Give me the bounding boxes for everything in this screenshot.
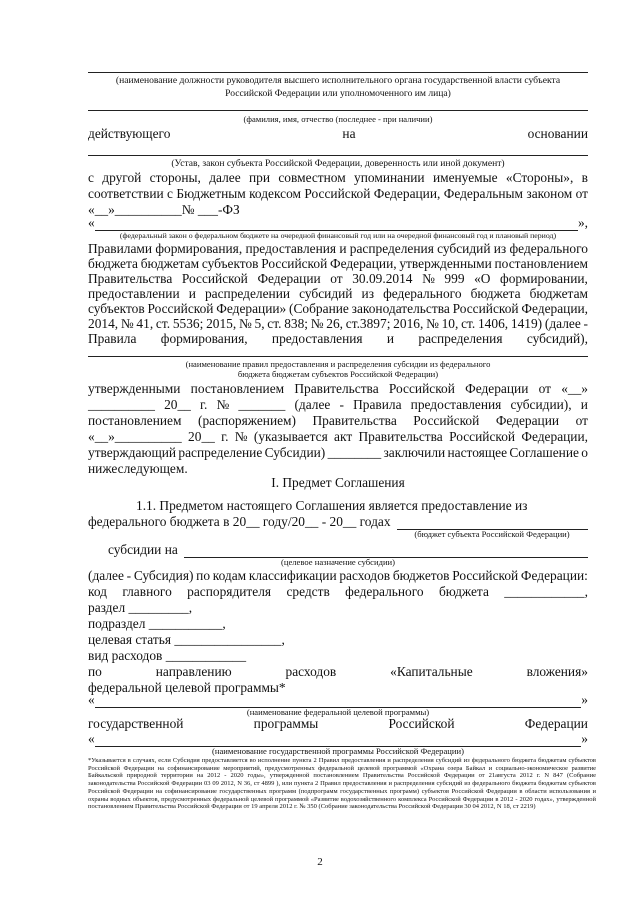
- text-line: раздел _________,: [88, 600, 193, 615]
- fedlaw-blank: [95, 218, 578, 231]
- text-line: 1.1. Предметом настоящего Соглашения является предоставление из: [136, 498, 528, 513]
- rules-line: [88, 346, 588, 357]
- text-line: с другой стороны, далее при совместном упоминании именуемые «Стороны», в: [88, 170, 588, 185]
- text-line: федеральной целевой программы*: [88, 680, 286, 695]
- text-line: Правила формирования, предоставления и распределения субсидий),: [88, 331, 588, 346]
- fio-line: [88, 98, 588, 111]
- text-line: 2014, № 41, ст. 5536; 2015, № 5, ст. 838; № 26, ст.3897; 2016, № 10, ст. 1406, 1419) (далее -: [88, 316, 588, 331]
- text-line: «__»__________ 20__ г. № (указывается акт Правительства Российской Федерации,: [88, 429, 588, 444]
- text-line: нижеследующем.: [88, 461, 188, 476]
- fedlaw-quote-line: [88, 215, 588, 231]
- p11-text: федерального бюджета в 20__ году/20__ - 20__ годах: [88, 514, 391, 529]
- text-line: соответствии с Бюджетным кодексом Российской Федерации, Федеральным законом от: [88, 186, 588, 201]
- fcp-quote-line: [88, 692, 588, 708]
- text-line: субъектов Российской Федерации» (Собрание законодательства Российской Федерации,: [88, 301, 588, 316]
- acting-word-1: действующего: [88, 126, 171, 141]
- caption-official-2: Российской Федерации или уполномоченного им лица): [225, 88, 451, 99]
- text-line: бюджета бюджетам субъектов Российской Федерации, утвержденными постановлением: [88, 256, 588, 271]
- caption-fio: (фамилия, имя, отчество (последнее - при наличии): [243, 114, 433, 124]
- text-line: предоставлении и распределении субсидий из федерального бюджета бюджетам: [88, 286, 588, 301]
- quote-close: »,: [577, 215, 588, 230]
- quote-close: »: [581, 692, 588, 707]
- text-line: утверждающий распределение Субсидии) ________ заключили настоящее Соглашение о: [88, 445, 588, 460]
- caption-fcp: (наименование федеральной целевой программы): [246, 707, 430, 717]
- text-line: __________ 20__ г. № _______ (далее - Правила предоставления субсидии), и: [88, 397, 588, 412]
- acting-word-3: основании: [527, 126, 588, 141]
- caption-basis: (Устав, закон субъекта Российской Федерации, доверенность или иной документ): [171, 158, 505, 169]
- official-name-line: [88, 62, 588, 73]
- quote-open: «: [88, 692, 95, 707]
- caption-purpose: (целевое назначение субсидии): [280, 557, 396, 567]
- caption-fedlaw: (федеральный закон о федеральном бюджете на очередной финансовый год или на очередной финансовый год и плановый период): [119, 231, 557, 240]
- acting-line: [88, 126, 588, 142]
- text-line: по направлению расходов «Капитальные вложения»: [88, 664, 588, 679]
- state-program-line: [88, 716, 588, 732]
- quote-close: »: [581, 731, 588, 746]
- footnote: *Указывается в случаях, если Субсидия предоставляется во исполнение пункта 2 Правил предоставления и распределения субсидий из федерального бюджета бюджетам субъектов Российской Федерации на софинансирование мероприятий, предусмотренных федеральной целевой программой «Охрана озера Байкал и социально-экономическое развитие Байкальской природной территории на 2012 - 2020 годы», утвержденной постановлением Правительства Российской Федерации от 21августа 2012 г. N 847 (Собрание законодательства Российской Федерации 03 09 2012, N 36, ст 4899 ), или пункта 2 Правил предоставления и распределения субсидий из федерального бюджета бюджетам субъектов Российской Федерации на софинансирование государственных программ (подпрограмм государственных программ) субъектов Российской Федерации в области использования и охраны водных объектов, предусмотренных федеральной целевой программой «Развитие водохозяйственного комплекса Российской Федерации в 2012 - 2020 годах», утвержденной постановлением Правительства Российской Федерации от 19 апреля 2012 г. № 350 (Собрание законодательства Российской Федерации 30 04 2012, N 18, ст 2219): [88, 757, 596, 811]
- text-line: утвержденными постановлением Правительства Российской Федерации от «__»: [88, 381, 588, 396]
- gp-word-4: Федерации: [524, 716, 588, 731]
- caption-budget: (бюджет субъекта Российской Федерации): [414, 529, 570, 539]
- text-line: (далее - Субсидия) по кодам классификации расходов бюджетов Российской Федерации:: [88, 568, 588, 583]
- quote-open: «: [88, 731, 95, 746]
- text-line: «__»__________№ ___-ФЗ: [88, 202, 240, 217]
- caption-gp: (наименование государственной программы Российской Федерации): [212, 746, 464, 756]
- caption-rules-1: (наименование правил предоставления и распределения субсидии из федерального: [185, 359, 491, 369]
- section-title: I. Предмет Соглашения: [271, 475, 405, 490]
- acting-word-2: на: [342, 126, 356, 141]
- basis-line: [88, 143, 588, 156]
- text-line: код главного распорядителя средств федерального бюджета ____________,: [88, 584, 588, 599]
- subsidy-label: субсидии на: [108, 542, 178, 557]
- gp-word-2: программы: [253, 716, 319, 731]
- p11-line2: [88, 514, 588, 530]
- gp-word-1: государственной: [88, 716, 184, 731]
- page-number: 2: [317, 856, 323, 868]
- text-line: целевая статья ________________,: [88, 632, 285, 647]
- gp-quote-line: [88, 731, 588, 747]
- text-line: Правительства Российской Федерации от 30.09.2014 № 999 «О формировании,: [88, 271, 588, 286]
- text-line: постановлением (распоряжением) Правительства Российской Федерации от: [88, 413, 588, 428]
- text-line: Правилами формирования, предоставления и распределения субсидий из федерального: [88, 241, 588, 256]
- gp-word-3: Российской: [388, 716, 455, 731]
- text-line: подраздел ___________,: [88, 616, 226, 631]
- subsidy-line: [88, 542, 588, 558]
- caption-rules-2: бюджета бюджетам субъектов Российской Федерации): [237, 369, 439, 379]
- text-line: вид расходов ____________: [88, 648, 247, 663]
- caption-official-1: (наименование должности руководителя высшего исполнительного органа государственной власти субъекта: [115, 75, 561, 86]
- quote-open: «: [88, 215, 95, 230]
